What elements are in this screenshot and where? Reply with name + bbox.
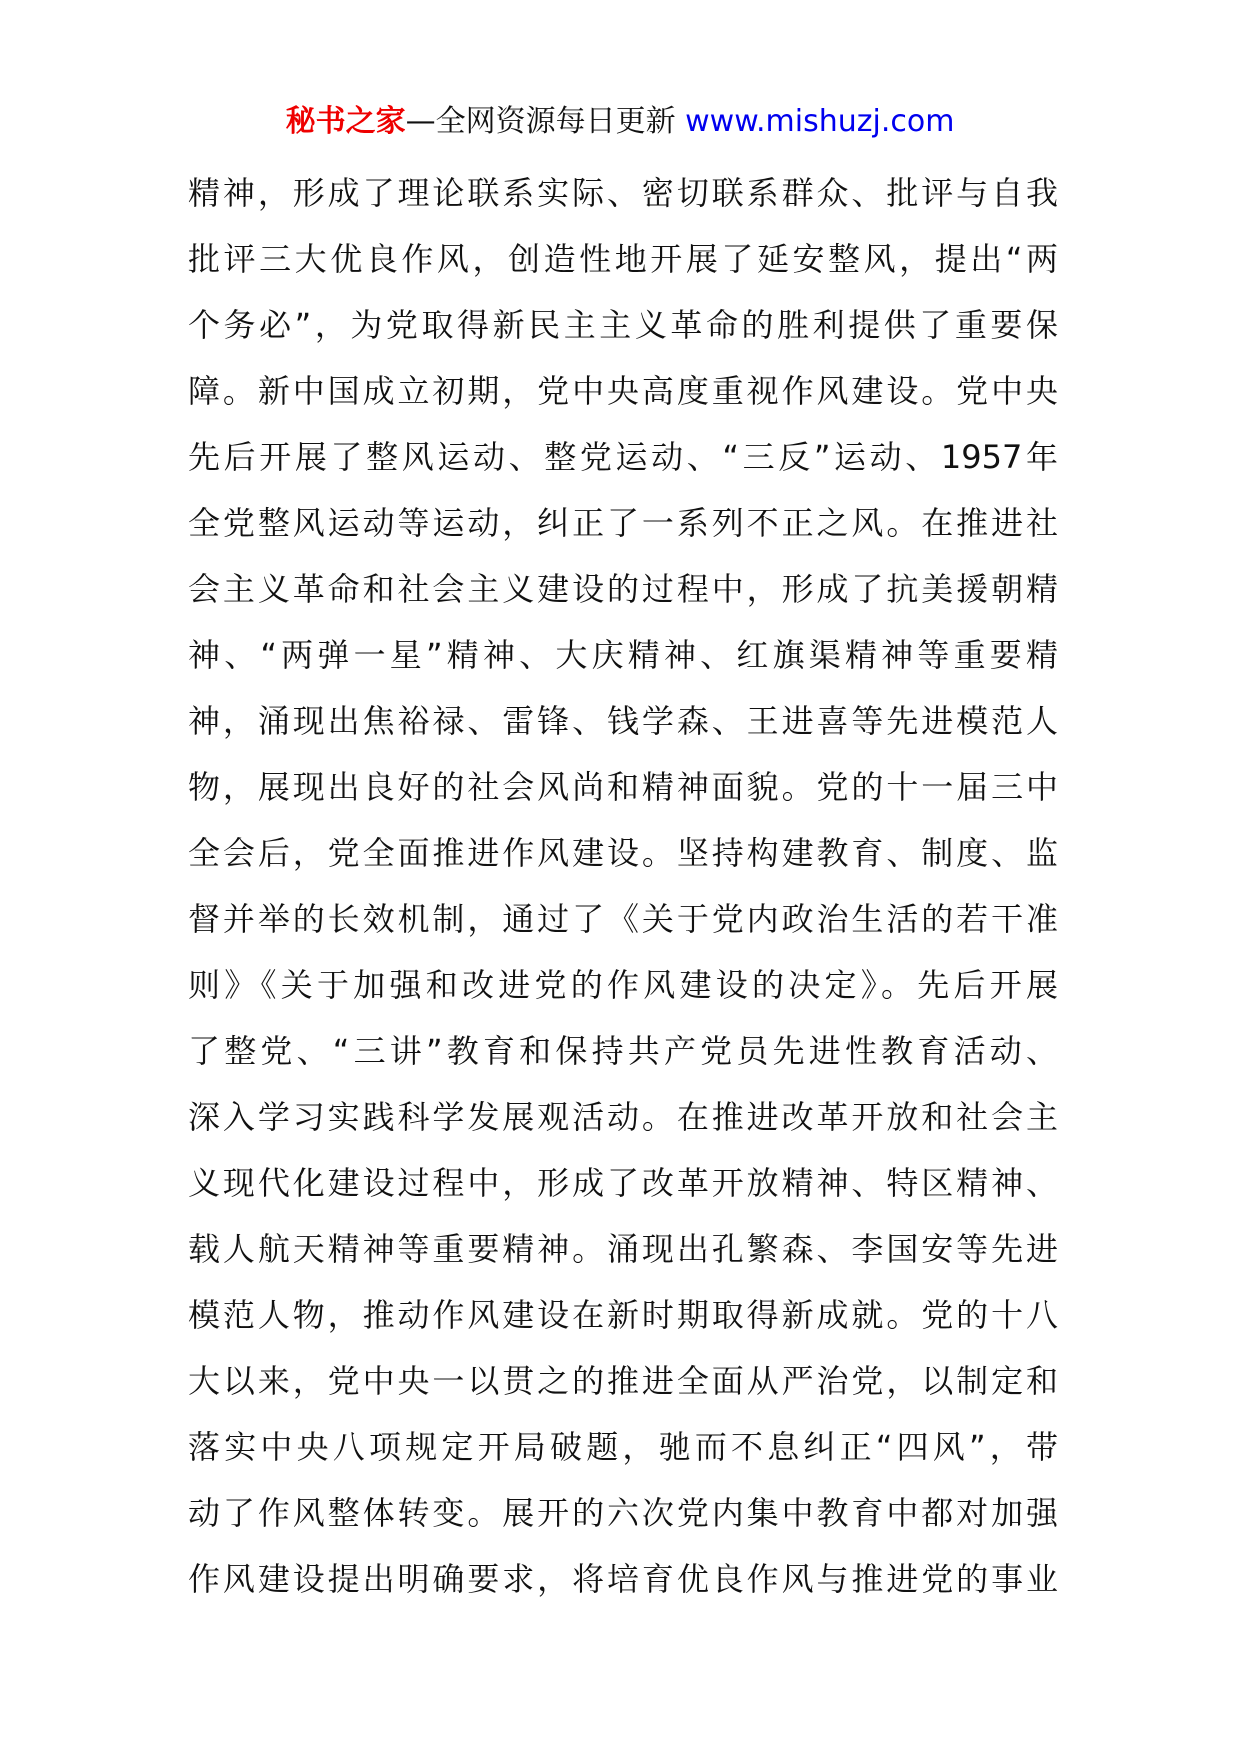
header-brand: 秘书之家 <box>285 104 406 139</box>
text-line: 义现代化建设过程中，形成了改革开放精神、特区精神、 <box>188 1164 1058 1202</box>
page-header <box>0 100 1240 144</box>
text-line: 动了作风整体转变。展开的六次党内集中教育中都对加强 <box>188 1494 1058 1532</box>
text-line: 障。新中国成立初期，党中央高度重视作风建设。党中央 <box>188 372 1058 410</box>
text-line: 个务必”，为党取得新民主主义革命的胜利提供了重要保 <box>188 306 1058 344</box>
text-line: 则》《关于加强和改进党的作风建设的决定》。先后开展 <box>188 966 1058 1004</box>
text-line: 模范人物，推动作风建设在新时期取得新成就。党的十八 <box>188 1296 1058 1334</box>
text-line: 会主义革命和社会主义建设的过程中，形成了抗美援朝精 <box>188 570 1058 608</box>
text-line: 物，展现出良好的社会风尚和精神面貌。党的十一届三中 <box>188 768 1058 806</box>
body-paragraph <box>188 160 1058 1612</box>
text-line: 全党整风运动等运动，纠正了一系列不正之风。在推进社 <box>188 504 1058 542</box>
text-line: 作风建设提出明确要求，将培育优良作风与推进党的事业 <box>188 1560 1058 1598</box>
header-url-link[interactable]: www.mishuzj.com <box>685 104 955 139</box>
text-line: 了整党、“三讲”教育和保持共产党员先进性教育活动、 <box>188 1032 1058 1070</box>
text-line: 载人航天精神等重要精神。涌现出孔繁森、李国安等先进 <box>188 1230 1058 1268</box>
text-line: 全会后，党全面推进作风建设。坚持构建教育、制度、监 <box>188 834 1058 872</box>
text-line: 神，涌现出焦裕禄、雷锋、钱学森、王进喜等先进模范人 <box>188 702 1058 740</box>
header-tagline: —全网资源每日更新 <box>405 104 676 139</box>
text-line: 督并举的长效机制，通过了《关于党内政治生活的若干准 <box>188 900 1058 938</box>
text-line: 先后开展了整风运动、整党运动、“三反”运动、1957年 <box>188 438 1058 476</box>
text-line: 大以来，党中央一以贯之的推进全面从严治党，以制定和 <box>188 1362 1058 1400</box>
text-line: 落实中央八项规定开局破题，驰而不息纠正“四风”，带 <box>188 1428 1058 1466</box>
text-line: 神、“两弹一星”精神、大庆精神、红旗渠精神等重要精 <box>188 636 1058 674</box>
text-line: 深入学习实践科学发展观活动。在推进改革开放和社会主 <box>188 1098 1058 1136</box>
text-line: 批评三大优良作风，创造性地开展了延安整风，提出“两 <box>188 240 1058 278</box>
text-line: 精神，形成了理论联系实际、密切联系群众、批评与自我 <box>188 174 1058 212</box>
